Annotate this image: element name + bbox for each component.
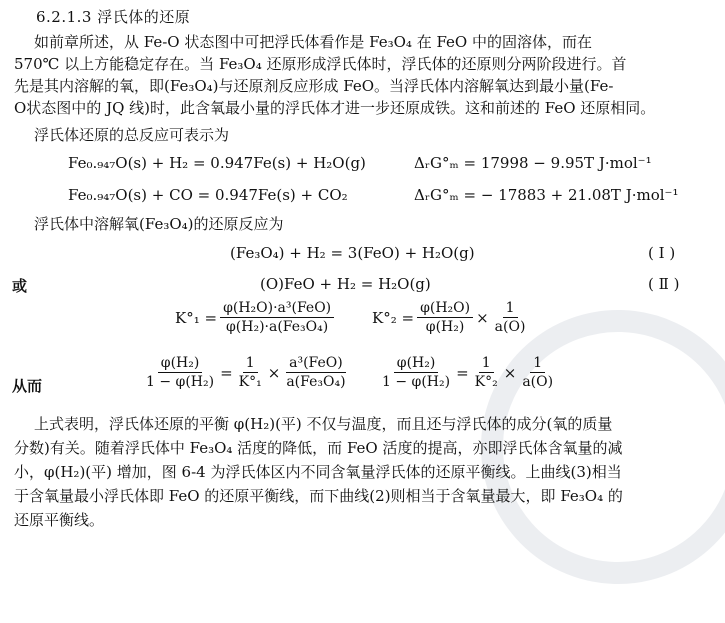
eq1-lhs-fraction <box>143 355 217 390</box>
eq2-b-fraction <box>519 355 556 390</box>
eq2-a-fraction <box>472 355 501 390</box>
paragraph-line: 如前章所述，从 Fe-O 状态图中可把浮氏体看作是 Fe₃O₄ 在 FeO 中的固溶体，而在 <box>34 33 592 51</box>
eq2-lhs-numerator: φ(H₂) <box>394 355 439 373</box>
eq1-a-numerator: 1 <box>243 355 258 373</box>
eq2-b-numerator: 1 <box>530 355 545 373</box>
equation-number-I: ( Ⅰ ) <box>648 244 676 262</box>
k1-fraction <box>220 300 334 335</box>
eq1-b-fraction <box>283 355 348 390</box>
k1-expression <box>175 300 337 335</box>
paragraph-line: 分数)有关。随着浮氏体中 Fe₃O₄ 活度的降低，而 FeO 活度的提高，亦即浮氏体含氧量的减 <box>14 439 623 457</box>
or-label: 或 <box>12 277 28 295</box>
reaction-I: (Fe₃O₄) + H₂ = 3(FeO) + H₂O(g) <box>230 244 475 262</box>
paragraph-line: 570℃ 以上方能稳定存在。当 Fe₃O₄ 还原形成浮氏体时，浮氏体的还原则分两阶段进行。首 <box>14 55 627 73</box>
eq2-a-denominator: K°₂ <box>474 374 498 390</box>
intro-total-reaction: 浮氏体还原的总反应可表示为 <box>34 126 230 144</box>
k2-label: K°₂ = <box>372 308 415 327</box>
k2-extra-denominator: a(O) <box>494 319 526 335</box>
k2-fraction <box>417 300 473 335</box>
paragraph-line: 还原平衡线。 <box>14 511 105 529</box>
paragraph-line: 上式表明，浮氏体还原的平衡 φ(H₂)(平) 不仅与温度，而且还与浮氏体的成分(氧的质量 <box>34 415 613 433</box>
eq2-lhs-denominator: 1 − φ(H₂) <box>382 374 451 390</box>
k2-expression <box>372 300 531 335</box>
k2-denominator: φ(H₂) <box>425 319 465 335</box>
k2-numerator: φ(H₂O) <box>417 300 473 318</box>
eq2-lhs-fraction <box>379 355 453 390</box>
eq2-times: × <box>503 363 517 382</box>
eq1-a-denominator: K°₁ <box>238 374 262 390</box>
eq1-b-numerator: a³(FeO) <box>286 355 346 373</box>
k1-denominator: φ(H₂)·a(Fe₃O₄) <box>225 319 329 335</box>
therefore-label: 从而 <box>12 377 43 395</box>
eq1-lhs-denominator: 1 − φ(H₂) <box>146 374 215 390</box>
eq2-a-numerator: 1 <box>479 355 494 373</box>
reaction-h2-gibbs: ΔᵣG°ₘ = 17998 − 9.95T J·mol⁻¹ <box>414 154 652 172</box>
eq2-equals: = <box>456 363 469 382</box>
eq1-times: × <box>267 363 281 382</box>
eq1-lhs-numerator: φ(H₂) <box>158 355 203 373</box>
paragraph-line: 先是其内溶解的氧，即(Fe₃O₄)与还原剂反应形成 FeO。当浮氏体内溶解氧达到最小量(Fe- <box>14 77 614 95</box>
reaction-h2: Fe₀.₉₄₇O(s) + H₂ = 0.947Fe(s) + H₂O(g) <box>68 154 366 172</box>
reaction-co: Fe₀.₉₄₇O(s) + CO = 0.947Fe(s) + CO₂ <box>68 186 348 204</box>
eq1-equals: = <box>220 363 233 382</box>
intro-dissolved-oxygen: 浮氏体中溶解氧(Fe₃O₄)的还原反应为 <box>34 215 284 233</box>
equilibrium-expression-1 <box>140 355 352 390</box>
section-heading: 6.2.1.3 浮氏体的还原 <box>36 8 191 26</box>
reaction-II: (O)FeO + H₂ = H₂O(g) <box>260 275 431 293</box>
k2-extra-fraction <box>492 300 529 335</box>
paragraph-line: 于含氧量最小浮氏体即 FeO 的还原平衡线，而下曲线(2)则相当于含氧量最大，即 Fe₃O₄ 的 <box>14 487 623 505</box>
paragraph-line: 小，φ(H₂)(平) 增加，图 6-4 为浮氏体区内不同含氧量浮氏体的还原平衡线。上曲线(3)相当 <box>14 463 622 481</box>
eq1-a-fraction <box>236 355 265 390</box>
paragraph-line: O状态图中的 JQ 线)时，此含氧最小量的浮氏体才进一步还原成铁。这和前述的 FeO 还原相同。 <box>14 99 656 117</box>
k2-extra-numerator: 1 <box>503 300 518 318</box>
eq2-b-denominator: a(O) <box>522 374 554 390</box>
k1-numerator: φ(H₂O)·a³(FeO) <box>220 300 334 318</box>
equilibrium-expression-2 <box>376 355 559 390</box>
k2-times: × <box>476 308 489 327</box>
eq1-b-denominator: a(Fe₃O₄) <box>286 374 346 390</box>
reaction-co-gibbs: ΔᵣG°ₘ = − 17883 + 21.08T J·mol⁻¹ <box>414 186 679 204</box>
equation-number-II: ( Ⅱ ) <box>648 275 680 293</box>
k1-label: K°₁ = <box>175 308 218 327</box>
